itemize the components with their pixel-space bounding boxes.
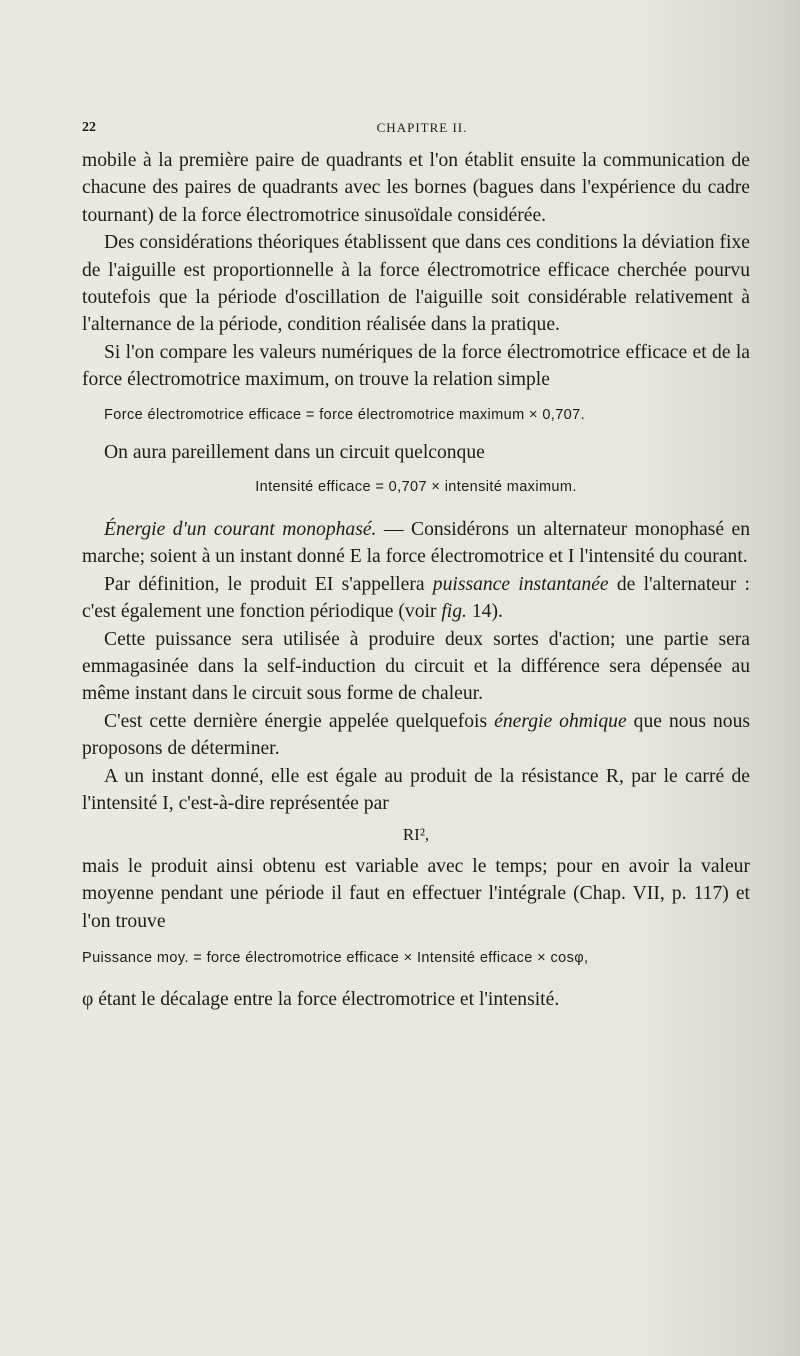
formula-power: Puissance moy. = force électromotrice efficace × Intensité efficace × cosφ, xyxy=(82,949,589,966)
paragraph-6-b: de l'alternateur : c'est également une fonction périodique (voir xyxy=(82,573,750,623)
paragraph-6 xyxy=(82,571,750,626)
formula-emf: Force électromotrice efficace = force électromotrice maximum × 0,707. xyxy=(104,406,586,423)
paragraph-2: Des considérations théoriques établissent que dans ces conditions la déviation fixe de l'aiguille est proportionnelle à la force électromotrice efficace cherchée pourvu toutefois que la période d'oscillation de l'aiguille soit considérable relativement à l'alternance de la période, condition réalisée dans la pratique. xyxy=(82,232,750,336)
paragraph-10: mais le produit ainsi obtenu est variable avec le temps; pour en avoir la valeur moyenne pendant une période il faut en effectuer l'intégrale (Chap. VII, p. 117) et l'on trouve xyxy=(82,855,750,932)
formula-intensity: Intensité efficace = 0,707 × intensité maximum. xyxy=(255,479,577,496)
term-instant-power: puissance instantanée xyxy=(432,573,609,595)
page-header xyxy=(82,120,762,144)
paragraph-4: On aura pareillement dans un circuit quelconque xyxy=(104,442,485,464)
page-number: 22 xyxy=(82,120,96,135)
term-ohmic-energy: énergie ohmique xyxy=(494,710,627,732)
section-title: Énergie d'un courant monophasé. xyxy=(104,518,377,540)
figure-ref: fig. xyxy=(441,601,467,623)
paragraph-11: φ étant le décalage entre la force électromotrice et l'intensité. xyxy=(82,989,560,1011)
paragraph-8 xyxy=(82,708,750,763)
body-text xyxy=(82,147,750,1014)
paragraph-6-c: 14). xyxy=(466,601,503,623)
paragraph-3: Si l'on compare les valeurs numériques de la force électromotrice efficace et de la force électromotrice maximum, on trouve la relation simple xyxy=(82,341,750,391)
paragraph-8-b: que nous nous proposons de déterminer. xyxy=(82,710,750,760)
paragraph-5 xyxy=(82,516,750,571)
paragraph-6-a: Par définition, le produit EI s'appellera xyxy=(104,573,433,595)
running-head: CHAPITRE II. xyxy=(376,120,468,135)
paragraph-8-a: C'est cette dernière énergie appelée quelquefois xyxy=(104,710,495,732)
paragraph-7: Cette puissance sera utilisée à produire deux sortes d'action; une partie sera emmagasinée dans la self-induction du circuit et la différence sera dépensée au même instant dans le circuit sous forme de chaleur. xyxy=(82,628,750,705)
paragraph-5-text: — Considérons un alternateur monophasé en marche; soient à un instant donné E la force électromotrice et I l'intensité du courant. xyxy=(82,518,750,568)
paragraph-9: A un instant donné, elle est égale au produit de la résistance R, par le carré de l'intensité I, c'est-à-dire représentée par xyxy=(82,765,750,814)
equation-ri2: RI², xyxy=(402,825,430,845)
paragraph-1: mobile à la première paire de quadrants et l'on établit ensuite la communication de chacune des paires de quadrants avec les bornes (bagues dans l'expérience du cadre tournant) de la force électromotrice sinusoïdale considérée. xyxy=(82,150,750,226)
